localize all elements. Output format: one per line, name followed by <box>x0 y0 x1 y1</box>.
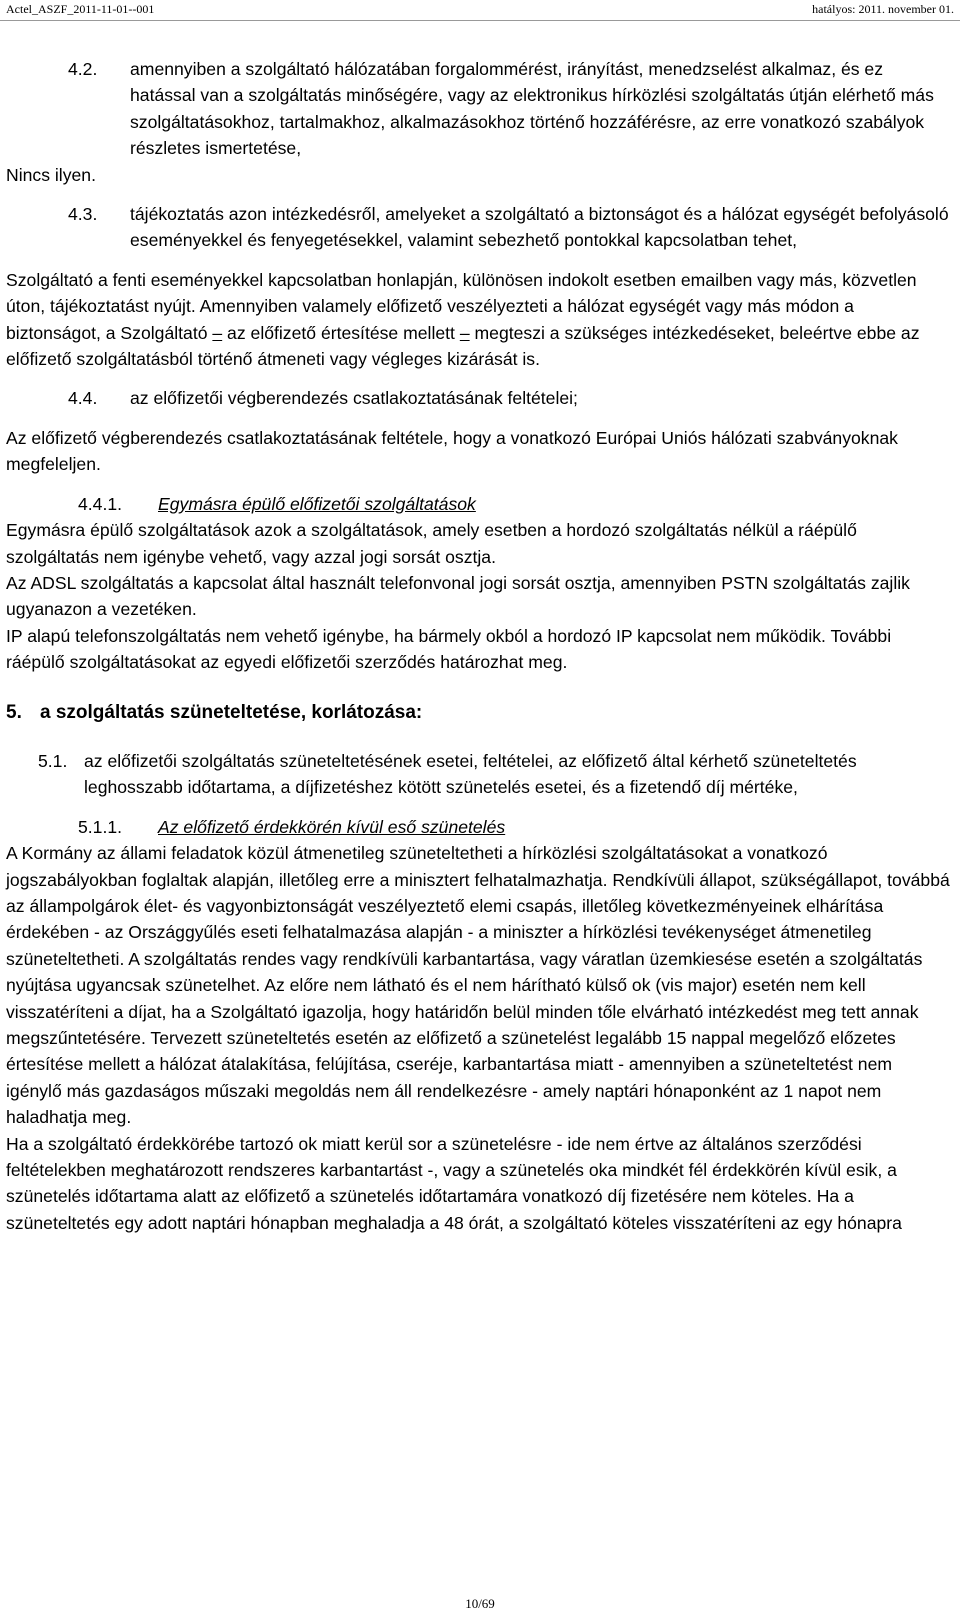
dash: – <box>459 322 470 343</box>
paragraph-5-1-1-a: A Kormány az állami feladatok közül átmenetileg szüneteltetheti a hírközlési szolgáltatásokat a vonatkozó jogszabályokban foglaltak alapján, illetőleg erre a minisztert felhatalmazhatja. Rendkívüli állapot, szükségállapot, továbbá az állampolgárok élet- és vagyonbiztonságát veszélyeztető elemi csapás, illetőleg következményeinek elhárítása érdekében - az Országgyűlés eseti felhatalmazása alapján - a miniszter a hírközlési tevékenységet átmenetileg szüneteltetheti. A szolgáltatás rendes vagy rendkívüli karbantartása, vagy váratlan üzemkiesése esetén a szolgáltatás nyújtása ugyancsak szünetelhet. Az előre nem látható és el nem hárítható külső ok (vis major) esetén nem kell visszatéríteni a díjat, ha a Szolgáltató igazolja, hogy határidőn belül minden tőle elvárható intézkedést meg tett annak megszűntetésére. Tervezett szüneteltetés esetén az előfizető a szünetelést legalább 15 nappal megelőző előzetes értesítése mellett a hálózat átalakítása, felújítása, cseréje, karbantartása miatt - amennyiben a szüneteltetést nem igénylő más gazdaságos műszaki megoldás nem áll rendelkezésre - amely naptári hónaponként az 1 napot nem haladhatja meg. <box>6 843 950 1128</box>
section-number: 4.4. <box>68 388 98 409</box>
section-4-4-1 <box>78 491 951 517</box>
section-text: tájékoztatás azon intézkedésről, amelyeket a szolgáltató a biztonságot és a hálózat egységét befolyásoló eseményekkel és fenyegetésekkel, valamint sebezhető pontokkal kapcsolatban tehet, <box>130 204 949 251</box>
paragraph-nincs: Nincs ilyen. <box>6 164 96 185</box>
paragraph-5-1-1-b: Ha a szolgáltató érdekkörébe tartozó ok miatt kerül sor a szünetelésre - ide nem értve az általános szerződési feltételekben meghatározott rendszeres karbantartást -, vagy a szünetelés oka mindkét fél érdekkörén kívül esik, a szünetelés időtartama alatt az előfizető a szünetelés időtartamára vonatkozó díj fizetésére nem köteles. Ha a szüneteltetés egy adott naptári hónapban meghaladja a 48 órát, a szolgáltató köteles visszatéríteni az egy hónapra <box>6 1133 902 1233</box>
chapter-5-heading <box>6 700 951 726</box>
section-title: Egymásra épülő előfizetői szolgáltatások <box>158 493 476 514</box>
section-number: 5.1. <box>38 750 68 771</box>
section-number: 4.3. <box>68 204 98 225</box>
section-number: 4.4.1. <box>78 493 123 514</box>
chapter-number: 5. <box>6 701 22 723</box>
section-text: az előfizetői szolgáltatás szüneteltetésének esetei, feltételei, az előfizető által kérhető szüneteltetés leghosszabb időtartama, a díjfizetéshez kötött szünetelés esetei, és a fizetendő díj mértéke, <box>84 750 857 798</box>
dash: – <box>212 322 223 343</box>
chapter-title: a szolgáltatás szüneteltetése, korlátozása: <box>40 701 423 723</box>
section-4-3 <box>68 201 951 254</box>
page-number: 10/69 <box>465 1596 495 1611</box>
paragraph-4-4-1-a: Egymásra épülő szolgáltatások azok a szolgáltatások, amely esetben a hordozó szolgáltatás nélkül a ráépülő szolgáltatás nem igénybe vehető, vagy azzal jogi sorsát osztja. <box>6 520 857 567</box>
page-header <box>0 0 960 20</box>
paragraph-4-4-1-c: IP alapú telefonszolgáltatás nem vehető igénybe, ha bármely okból a hordozó IP kapcsolat nem működik. További ráépülő szolgáltatásokat az egyedi előfizetői szerződés határozhat meg. <box>6 625 892 673</box>
section-4-2 <box>68 56 951 162</box>
section-4-4 <box>68 385 951 411</box>
section-number: 4.2. <box>68 59 98 79</box>
section-5-1 <box>38 748 951 801</box>
section-title: Az előfizető érdekkörén kívül eső szünetelés <box>158 816 506 837</box>
document-id: Actel_ASZF_2011-11-01--001 <box>6 2 155 16</box>
section-number: 5.1.1. <box>78 816 123 837</box>
effective-date: hatályos: 2011. november 01. <box>812 2 954 16</box>
paragraph-4-3-body: Szolgáltató a fenti eseményekkel kapcsolatban honlapján, különösen indokolt esetben emailben vagy más, közvetlen úton, tájékoztatást nyújt. Amennyiben valamely előfizető veszélyezteti a hálózat egységét vagy más módon a biztonságot, a Szolgáltató – az előfizető értesítése mellett – megteszi a szükséges intézkedéseket, beleértve ebbe az előfizető szolgáltatásból történő átmeneti vagy végleges kizárását is. <box>6 269 920 370</box>
paragraph-4-4-body: Az előfizető végberendezés csatlakoztatásának feltétele, hogy a vonatkozó Európai Uniós hálózati szabványoknak megfeleljen. <box>6 427 898 475</box>
document-body <box>6 56 951 1236</box>
section-text: amennyiben a szolgáltató hálózatában forgalommérést, irányítást, menedzselést alkalmaz, és ez hatással van a szolgáltatás minőségére, vagy az elektronikus hírközlési szolgáltatás útján elérhető más szolgáltatásokhoz, tartalmakhoz, alkalmazásokhoz történő hozzáférésre, az erre vonatkozó szabályok részletes ismertetése, <box>130 59 934 159</box>
paragraph-4-4-1-b: Az ADSL szolgáltatás a kapcsolat által használt telefonvonal jogi sorsát osztja, amennyiben PSTN szolgáltatás zajlik ugyanazon a vezetéken. <box>6 572 910 620</box>
header-divider <box>0 20 960 21</box>
section-5-1-1 <box>78 814 951 840</box>
section-text: az előfizetői végberendezés csatlakoztatásának feltételei; <box>130 388 578 409</box>
